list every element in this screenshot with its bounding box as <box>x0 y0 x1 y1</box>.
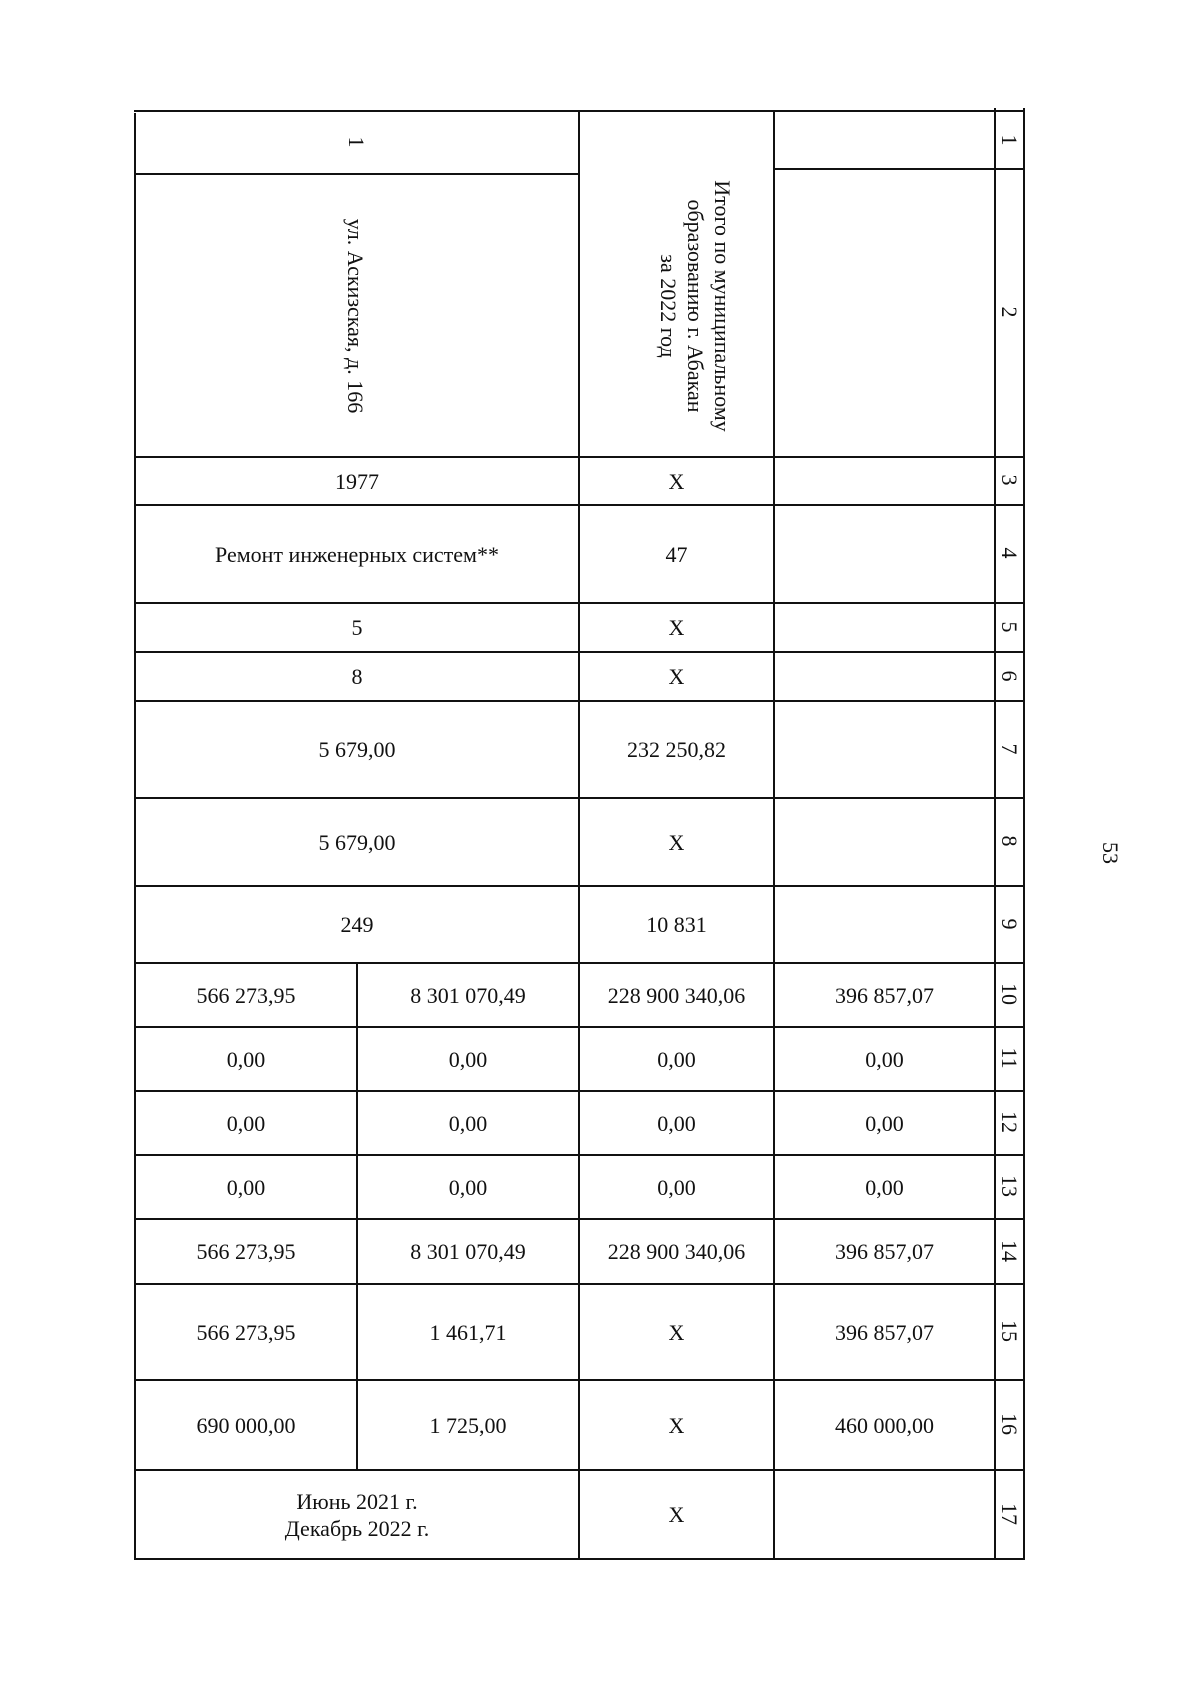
table-cell: Х <box>668 1319 685 1345</box>
table-cell: 5 679,00 <box>318 737 396 762</box>
table-cell: 10 831 <box>646 912 707 937</box>
column-number: 2 <box>997 306 1023 318</box>
table-cell <box>136 1471 578 1558</box>
table-cell: 396 857,07 <box>835 1319 934 1345</box>
table-cell: 0,00 <box>226 1174 266 1200</box>
table-cell: Х <box>668 468 685 494</box>
table-cell: 228 900 340,06 <box>607 1239 746 1264</box>
table-cell: 0,00 <box>657 1174 696 1200</box>
column-number: 16 <box>997 1413 1023 1435</box>
table-cell: 1977 <box>335 468 379 494</box>
table-cell: Х <box>668 1502 685 1527</box>
table-cell: 0,00 <box>865 1110 904 1136</box>
column-number: 9 <box>997 918 1023 930</box>
table-cell: 566 273,95 <box>196 1239 296 1264</box>
column-number: 4 <box>997 547 1023 559</box>
table-cell: 460 000,00 <box>835 1412 934 1438</box>
total-header-line: за 2022 год <box>656 254 682 358</box>
column-number: 15 <box>997 1320 1023 1342</box>
total-header-line: Итого по муниципальному <box>710 180 736 432</box>
column-number: 6 <box>997 670 1023 682</box>
table-cell: 8 301 070,49 <box>410 982 526 1008</box>
table-cell: 1 725,00 <box>429 1412 507 1438</box>
table-border-top <box>134 110 1025 112</box>
table-cell: 228 900 340,06 <box>607 982 746 1008</box>
column-number: 14 <box>997 1240 1023 1262</box>
column-number: 11 <box>997 1047 1023 1069</box>
table-cell: 47 <box>665 541 688 567</box>
table-cell: 396 857,07 <box>835 1239 934 1264</box>
column-number: 8 <box>997 835 1023 847</box>
table-cell: 8 301 070,49 <box>410 1239 526 1264</box>
table-cell: 0,00 <box>865 1046 904 1072</box>
column-number: 3 <box>997 474 1023 486</box>
table-cell: 0,00 <box>865 1174 904 1200</box>
table-divider <box>773 168 1023 170</box>
total-header-line: образованию г. Абакан <box>683 199 709 413</box>
table-cell: 232 250,82 <box>627 737 726 762</box>
table-cell: Х <box>668 1412 685 1438</box>
column-number: 12 <box>997 1111 1023 1133</box>
table-cell: 0,00 <box>657 1046 696 1072</box>
column-number: 17 <box>997 1503 1023 1525</box>
table-cell: 5 <box>351 615 363 640</box>
table-cell: 8 <box>351 664 363 689</box>
table-cell: 690 000,00 <box>196 1412 296 1438</box>
period-start: Июнь 2021 г. <box>296 1488 418 1514</box>
table-cell: 566 273,95 <box>196 982 296 1008</box>
address-header: ул. Аскизская, д. 166 <box>343 218 369 414</box>
period-end: Декабрь 2022 г. <box>284 1515 430 1541</box>
table-cell: 0,00 <box>226 1110 266 1136</box>
table-cell: Ремонт инженерных систем** <box>215 541 499 567</box>
table-cell: 249 <box>340 912 374 937</box>
table-cell: 566 273,95 <box>196 1319 296 1345</box>
table-cell: 0,00 <box>448 1046 488 1072</box>
column-number: 1 <box>997 134 1023 146</box>
table-cell: 0,00 <box>448 1174 488 1200</box>
table-cell: 1 461,71 <box>429 1319 507 1345</box>
table-cell: Х <box>668 615 685 640</box>
table-cell: 0,00 <box>657 1110 696 1136</box>
table-cell: 0,00 <box>226 1046 266 1072</box>
column-number: 5 <box>997 621 1023 633</box>
total-header <box>650 156 742 456</box>
column-number: 10 <box>997 983 1023 1005</box>
column-number: 13 <box>997 1175 1023 1197</box>
table-cell: Х <box>668 829 685 855</box>
table-cell: 5 679,00 <box>318 829 396 855</box>
row-number-header: 1 <box>344 136 370 148</box>
column-number: 7 <box>997 743 1023 755</box>
table-border-bottom <box>134 1558 1025 1560</box>
table-cell: Х <box>668 664 685 689</box>
table-cell: 0,00 <box>448 1110 488 1136</box>
table-cell: 396 857,07 <box>835 982 934 1008</box>
page-number: 53 <box>1098 842 1123 864</box>
